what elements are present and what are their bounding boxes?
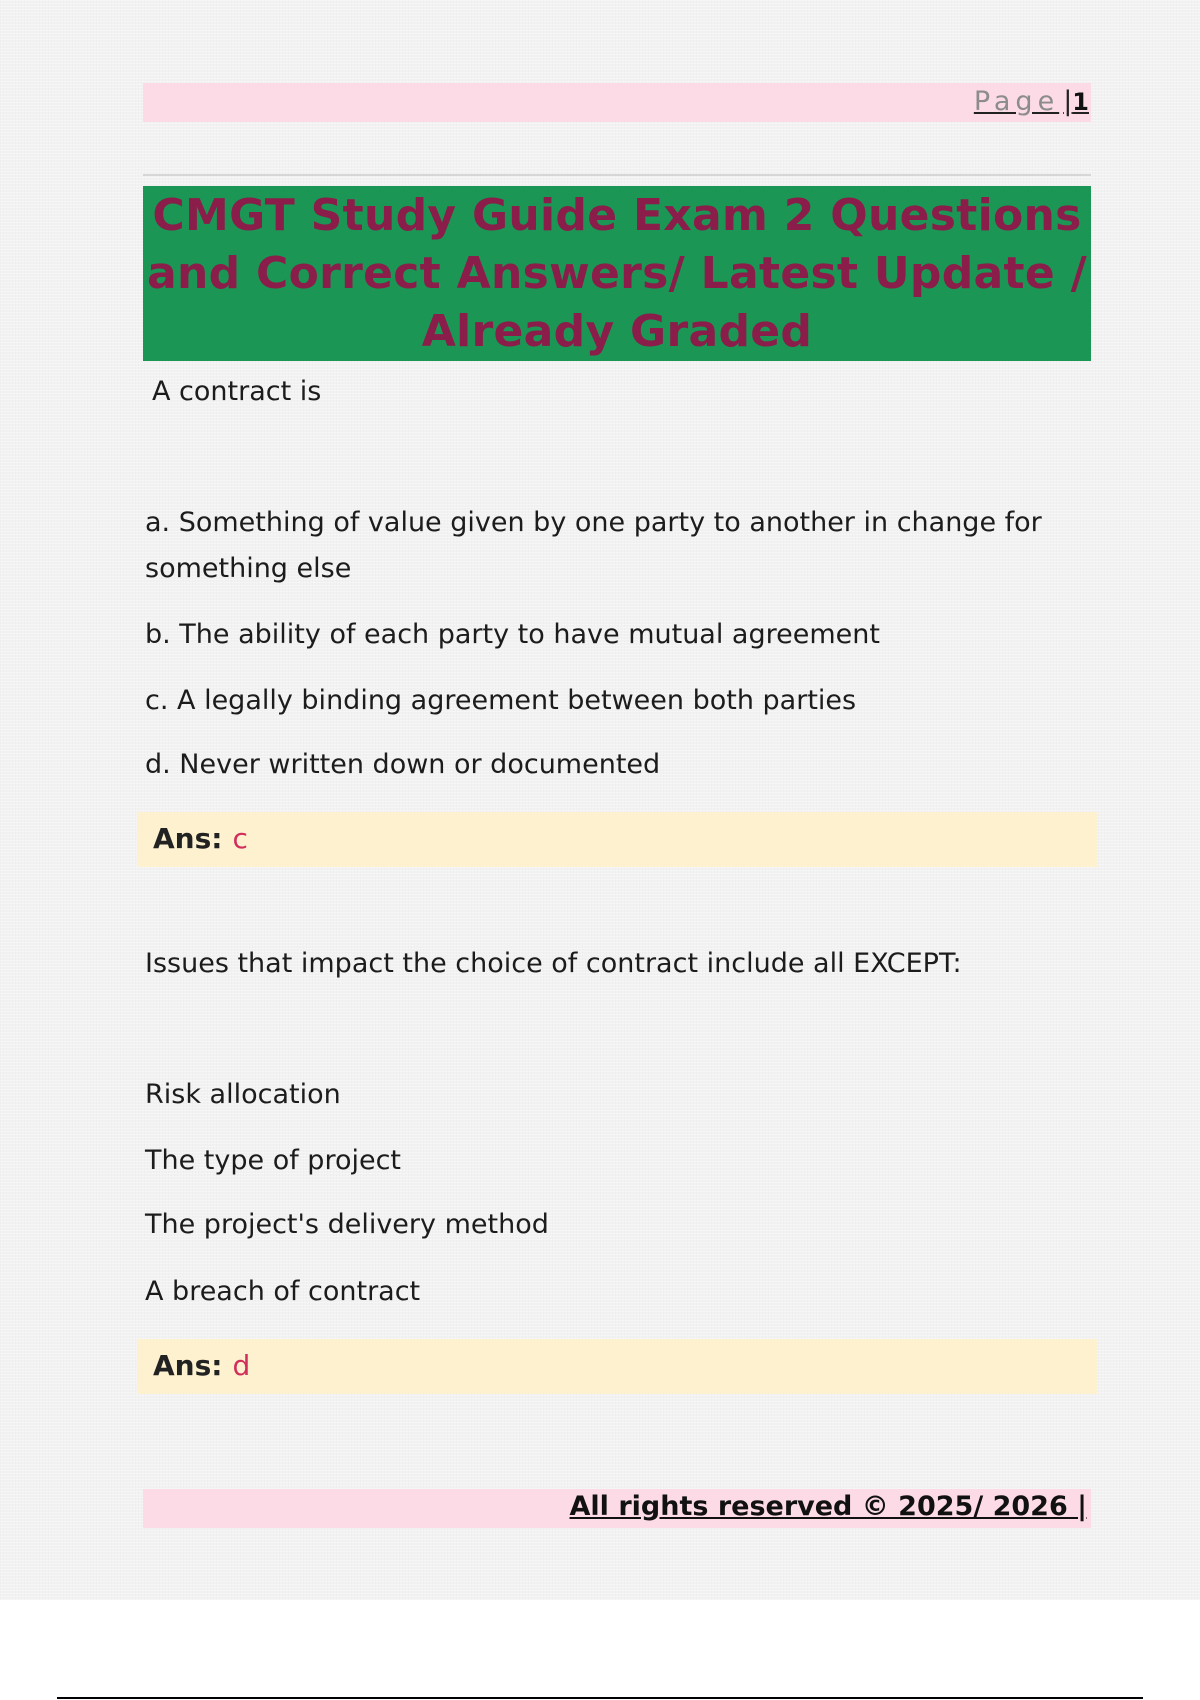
document-title: CMGT Study Guide Exam 2 Questions and Correct Answers/ Latest Update / Already Graded xyxy=(147,189,1087,357)
title-banner xyxy=(143,186,1091,361)
question-2-option-4: A breach of contract xyxy=(145,1276,421,1307)
question-2-option-1: Risk allocation xyxy=(145,1079,341,1110)
page-separator: | xyxy=(1063,86,1073,117)
copyright-notice: All rights reserved © 2025/ 2026 | xyxy=(569,1491,1087,1522)
question-1-option-b: b. The ability of each party to have mutual agreement xyxy=(145,619,880,650)
footer-band xyxy=(143,1489,1091,1528)
question-1-option-a: a. Something of value given by one party to another in change for something else xyxy=(145,507,1042,584)
page-bottom-divider xyxy=(57,1697,1143,1699)
answer-label: Ans: xyxy=(153,822,223,855)
answer-value: c xyxy=(232,822,248,855)
question-2-answer xyxy=(153,1343,250,1389)
header-band xyxy=(143,83,1091,122)
question-1-option-c: c. A legally binding agreement between both parties xyxy=(145,685,857,716)
page-number: 1 xyxy=(1072,88,1089,116)
question-1-answer-band xyxy=(137,812,1097,867)
question-1-answer xyxy=(153,816,248,862)
question-1-option-d: d. Never written down or documented xyxy=(145,749,661,780)
page-word: Page xyxy=(973,86,1060,117)
question-1-prompt: A contract is xyxy=(152,376,322,407)
question-2-option-2: The type of project xyxy=(145,1145,402,1176)
page-number-label xyxy=(974,85,1089,119)
question-2-prompt: Issues that impact the choice of contract include all EXCEPT: xyxy=(145,948,962,979)
answer-value: d xyxy=(232,1349,251,1382)
question-2-answer-band xyxy=(137,1339,1097,1394)
header-divider xyxy=(143,174,1091,176)
question-2-option-3: The project's delivery method xyxy=(145,1209,549,1240)
answer-label: Ans: xyxy=(153,1349,223,1382)
